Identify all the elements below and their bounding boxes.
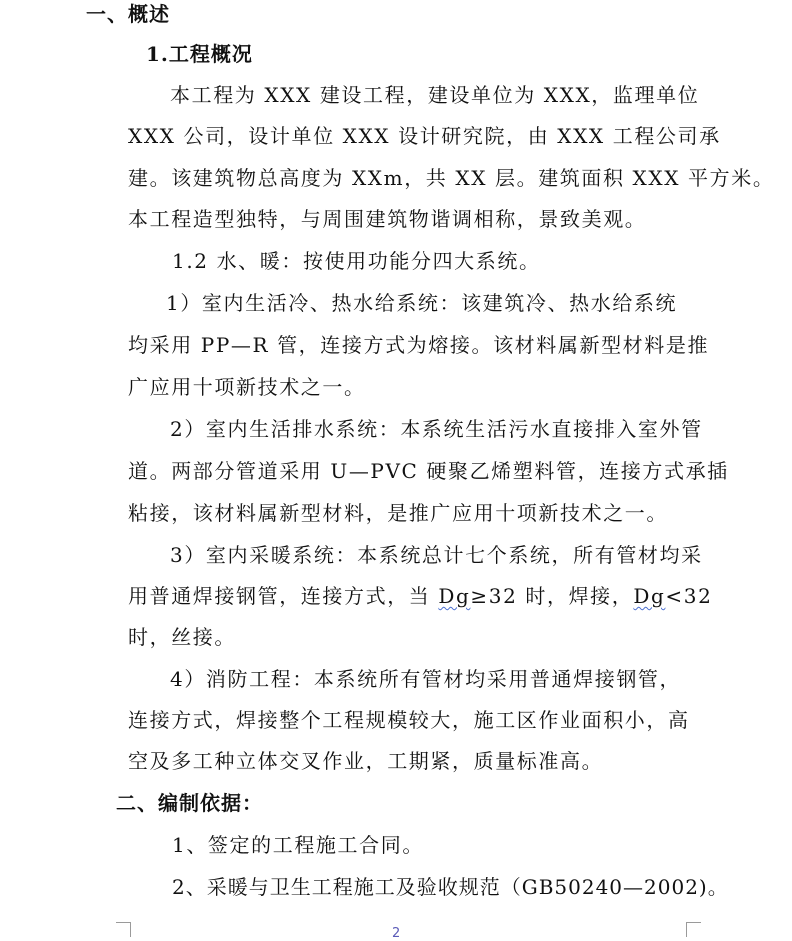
item-3-text: <32 (665, 584, 713, 608)
item-3-line: 3）室内采暖系统：本系统总计七个系统，所有管材均采 (170, 543, 703, 567)
page-number: 2 (392, 926, 401, 941)
item-3-text: 用普通焊接钢管，连接方式，当 (128, 584, 439, 608)
heading-overview: 一、概述 (86, 2, 170, 26)
item-3-text: ≥32 时，焊接， (470, 584, 634, 608)
item-2-line: 2）室内生活排水系统：本系统生活污水直接排入室外管 (170, 417, 703, 441)
basis-item: 1、签定的工程施工合同。 (172, 833, 424, 857)
item-4-line: 4）消防工程：本系统所有管材均采用普通焊接钢管， (170, 667, 682, 691)
item-3-line (128, 582, 712, 610)
basis-item: 2、采暖与卫生工程施工及验收规范（GB50240—2002)。 (172, 875, 729, 899)
overview-line: 建。该建筑物总高度为 XXm，共 XX 层。建筑面积 XXX 平方米。 (128, 166, 775, 190)
overview-line: 本工程造型独特，与周围建筑物谐调相称，景致美观。 (128, 207, 647, 231)
overview-line: 本工程为 XXX 建设工程，建设单位为 XXX，监理单位 (170, 83, 700, 107)
item-1-line: 广应用十项新技术之一。 (128, 375, 366, 399)
heading-water-heating: 1.2 水、暖：按使用功能分四大系统。 (172, 249, 541, 273)
item-4-line: 空及多工种立体交叉作业，工期紧，质量标准高。 (128, 749, 604, 773)
overview-line: XXX 公司，设计单位 XXX 设计研究院，由 XXX 工程公司承 (128, 124, 721, 148)
crop-mark-left (116, 922, 131, 937)
item-4-line: 连接方式，焊接整个工程规模较大，施工区作业面积小，高 (128, 708, 690, 732)
heading-compilation-basis: 二、编制依据： (116, 791, 263, 815)
item-2-line: 粘接，该材料属新型材料，是推广应用十项新技术之一。 (128, 501, 668, 525)
dg-symbol: Dg (438, 584, 471, 608)
item-2-line: 道。两部分管道采用 U—PVC 硬聚乙烯塑料管，连接方式承插 (128, 459, 729, 483)
item-1-line: 均采用 PP—R 管，连接方式为熔接。该材料属新型材料是推 (128, 333, 710, 357)
dg-symbol: Dg (633, 584, 666, 608)
item-3-line: 时，丝接。 (128, 625, 236, 649)
item-1-line: 1）室内生活冷、热水给系统：该建筑冷、热水给系统 (166, 291, 678, 315)
crop-mark-right (686, 922, 701, 937)
heading-project-overview: 1.工程概况 (146, 42, 253, 66)
